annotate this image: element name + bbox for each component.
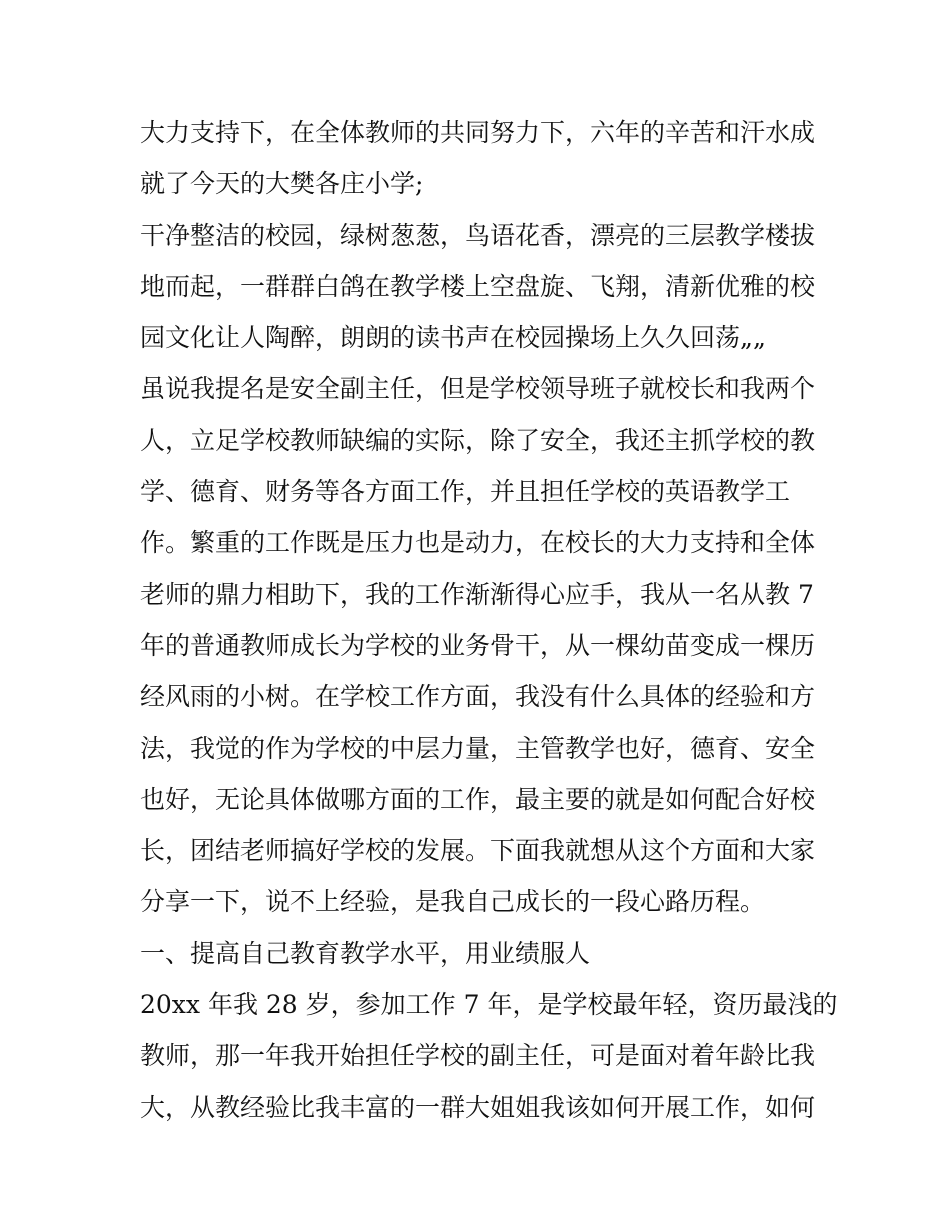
text-line: 大力支持下，在全体教师的共同努力下，六年的辛苦和汗水成 [140, 118, 816, 147]
section-heading: 一、提高自己教育教学水平，用业绩服人 [140, 938, 591, 968]
text-line: 园文化让人陶醉，朗朗的读书声在校园操场上久久回荡„„ [140, 323, 766, 353]
text-line: 大，从教经验比我丰富的一群大姐姐我该如何开展工作，如何 [140, 1092, 816, 1122]
text-line: 学、德育、财务等各方面工作，并且担任学校的英语教学工 [140, 477, 791, 507]
text-line: 长，团结老师搞好学校的发展。下面我就想从这个方面和大家 [140, 836, 816, 866]
text-line: 分享一下，说不上经验，是我自己成长的一段心路历程。 [140, 887, 766, 917]
text-line: 法，我觉的作为学校的中层力量，主管教学也好，德育、安全 [140, 733, 816, 763]
text-line: 20xx 年我 28 岁，参加工作 7 年，是学校最年轻，资历最浅的 [140, 990, 838, 1020]
text-line: 也好，无论具体做哪方面的工作，最主要的就是如何配合好校 [140, 784, 816, 814]
text-line: 地而起，一群群白鸽在教学楼上空盘旋、飞翔，清新优雅的校 [140, 271, 816, 301]
text-line: 虽说我提名是安全副主任，但是学校领导班子就校长和我两个 [140, 374, 816, 404]
text-line: 就了今天的大樊各庄小学; [140, 169, 424, 199]
text-line: 作。繁重的工作既是压力也是动力，在校长的大力支持和全体 [140, 528, 816, 558]
body-text [140, 107, 838, 1133]
text-line: 干净整洁的校园，绿树葱葱，鸟语花香，漂亮的三层教学楼拔 [140, 220, 816, 250]
text-line: 年的普通教师成长为学校的业务骨干，从一棵幼苗变成一棵历 [140, 630, 816, 660]
text-line: 教师，那一年我开始担任学校的副主任，可是面对着年龄比我 [140, 1041, 816, 1071]
text-line: 人，立足学校教师缺编的实际，除了安全，我还主抓学校的教 [140, 425, 816, 455]
text-line: 经风雨的小树。在学校工作方面，我没有什么具体的经验和方 [140, 682, 816, 712]
text-line: 老师的鼎力相助下，我的工作渐渐得心应手，我从一名从教 7 [140, 579, 814, 609]
